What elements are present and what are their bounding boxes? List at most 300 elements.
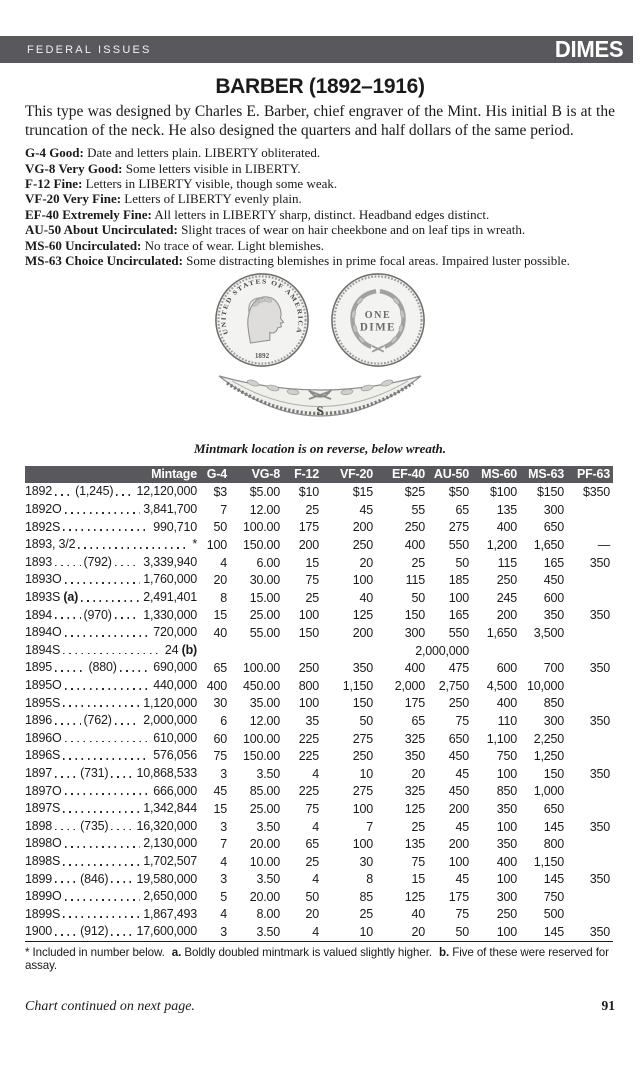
price-cell (567, 888, 613, 906)
price-cell: 4 (312, 872, 319, 887)
price-cell: 350 (352, 661, 373, 676)
date-mintage-cell (25, 712, 200, 730)
date-label: 1897S (25, 801, 61, 816)
dot-leader (65, 582, 141, 584)
price-cell: 20.00 (249, 889, 280, 904)
price-cell: 3.50 (256, 766, 280, 781)
mintmark-caption: Mintmark location is on reverse, below wreath. (193, 441, 447, 457)
price-cell (567, 501, 613, 519)
price-cell: 50 (455, 925, 469, 940)
column-header-ef-40: EF-40 (376, 466, 428, 483)
column-header-f-12: F-12 (283, 466, 322, 483)
price-cell: 30 (213, 696, 227, 711)
date-mintage-cell (25, 659, 200, 677)
mintage-value: 1,120,000 (143, 695, 197, 710)
date-label: 1892 (25, 484, 53, 499)
price-cell: 100 (496, 766, 517, 781)
price-cell: 350 (589, 925, 610, 940)
price-cell: 25.00 (249, 608, 280, 623)
mintage-value: 690,000 (153, 660, 197, 675)
table-row (25, 818, 613, 836)
price-cell: 1,650 (486, 625, 517, 640)
price-cell: 300 (543, 502, 564, 517)
date-mintage-cell (25, 483, 200, 501)
price-cell (567, 695, 613, 713)
table-row (25, 888, 613, 906)
dot-leader (78, 547, 189, 549)
mintage-value: 2,130,000 (143, 836, 197, 851)
price-cell: 850 (496, 784, 517, 799)
price-cell: $100 (489, 485, 517, 500)
date-mintage-cell (25, 642, 200, 660)
price-cell: 30 (359, 854, 373, 869)
price-cell: 700 (543, 661, 564, 676)
price-cell: 125 (404, 801, 425, 816)
price-cell: 400 (404, 661, 425, 676)
price-cell: 45 (359, 502, 373, 517)
mintage-value: 990,710 (153, 519, 197, 534)
grade-description: F-12 Fine: Letters in LIBERTY visible, though some weak. (25, 176, 338, 191)
date-mintage-cell (25, 835, 200, 853)
price-cell: 4 (220, 907, 227, 922)
obverse-date-text: 1892 (254, 352, 270, 361)
price-cell: 50 (213, 520, 227, 535)
price-cell: 2,000 (394, 678, 425, 693)
price-cell: 4,500 (486, 678, 517, 693)
price-cell: 145 (543, 819, 564, 834)
date-label: 1893, 3/2 (25, 537, 76, 552)
mintmark-letter: S (316, 403, 324, 419)
price-cell: 165 (543, 555, 564, 570)
dot-leader (63, 811, 140, 813)
date-label: 1898 (25, 818, 53, 833)
table-row (25, 800, 613, 818)
price-cell: 225 (298, 749, 319, 764)
price-cell: 100.00 (242, 661, 280, 676)
price-cell: 65 (455, 502, 469, 517)
proof-mintage: (970) (83, 607, 112, 622)
table-row (25, 765, 613, 783)
date-label: 1895S (25, 695, 61, 710)
price-cell: 3 (220, 872, 227, 887)
price-cell (567, 853, 613, 871)
date-mintage-cell (25, 871, 200, 889)
obverse-legend-text: UNITED STATES OF AMERICA (220, 278, 304, 336)
date-mintage-cell (25, 800, 200, 818)
dot-leader (63, 705, 140, 707)
table-row (25, 589, 613, 607)
price-cell: 8 (220, 590, 227, 605)
price-cell: 45 (455, 819, 469, 834)
dot-leader (111, 776, 133, 778)
price-cell: 350 (496, 801, 517, 816)
price-cell: 1,150 (342, 678, 373, 693)
price-cell (567, 906, 613, 924)
price-cell: 200 (298, 538, 319, 553)
price-cell: 20.00 (249, 837, 280, 852)
price-cell (567, 783, 613, 801)
price-cell: 275 (448, 520, 469, 535)
column-header-vg-8: VG-8 (230, 466, 283, 483)
price-cell: 350 (589, 661, 610, 676)
price-cell: 145 (543, 872, 564, 887)
price-cell: 600 (543, 590, 564, 605)
price-cell: 4 (220, 854, 227, 869)
price-cell: 500 (543, 907, 564, 922)
price-cell: 6.00 (256, 555, 280, 570)
mintage-value: 440,000 (153, 677, 197, 692)
price-cell: 650 (543, 520, 564, 535)
mintage-value: 1,760,000 (143, 572, 197, 587)
price-cell: 8.00 (256, 907, 280, 922)
price-cell (283, 642, 322, 660)
price-cell: 200 (352, 625, 373, 640)
coin-images-row (214, 272, 426, 368)
price-cell: 7 (366, 819, 373, 834)
price-cell: 135 (496, 502, 517, 517)
price-cell: 40 (359, 590, 373, 605)
price-cell: 250 (496, 907, 517, 922)
reverse-coin-image (330, 272, 426, 368)
price-cell: 450 (448, 749, 469, 764)
price-cell: 150 (352, 696, 373, 711)
price-cell (567, 835, 613, 853)
date-mintage-cell (25, 888, 200, 906)
price-cell: 3.50 (256, 925, 280, 940)
price-cell: 15 (411, 872, 425, 887)
price-cell: 225 (298, 731, 319, 746)
price-cell: 65 (305, 837, 319, 852)
price-cell: 15 (305, 555, 319, 570)
mintage-value: 19,580,000 (136, 871, 198, 886)
price-cell: 15.00 (249, 590, 280, 605)
mintmark-detail-wrap (0, 370, 640, 437)
price-cell: 50 (359, 713, 373, 728)
price-cell: 350 (589, 819, 610, 834)
date-mintage-cell (25, 624, 200, 642)
price-cell: 100 (352, 837, 373, 852)
price-cell: 400 (404, 538, 425, 553)
price-cell: 325 (404, 731, 425, 746)
price-cell: 20 (411, 766, 425, 781)
price-cell: 20 (213, 573, 227, 588)
date-label: 1896 (25, 713, 53, 728)
price-cell: 100 (496, 925, 517, 940)
price-cell: $5.00 (249, 485, 280, 500)
price-cell: 12.00 (249, 502, 280, 517)
mintage-value: 1,702,507 (143, 853, 197, 868)
proof-mintage: (735) (80, 818, 109, 833)
date-mintage-cell (25, 571, 200, 589)
price-cell: 100 (496, 872, 517, 887)
price-cell: 25.00 (249, 801, 280, 816)
price-cell: 1,250 (533, 749, 564, 764)
price-cell: 85.00 (249, 784, 280, 799)
price-cell: 300 (496, 889, 517, 904)
price-cell: 15 (213, 801, 227, 816)
dot-leader (55, 723, 81, 725)
price-cell: $150 (536, 485, 564, 500)
price-cell: 5 (220, 889, 227, 904)
price-cell (520, 642, 567, 660)
mintage-value: 610,000 (153, 730, 197, 745)
price-cell (567, 571, 613, 589)
dot-leader (55, 494, 72, 496)
dot-leader (55, 829, 77, 831)
date-mintage-cell (25, 607, 200, 625)
obverse-coin-image (214, 272, 310, 368)
price-cell: 350 (404, 749, 425, 764)
price-cell: 350 (589, 608, 610, 623)
proof-mintage: (1,245) (75, 484, 114, 499)
grade-description: MS-63 Choice Uncirculated: Some distracting blemishes in prime focal areas. Impaired luster possible. (25, 253, 570, 269)
dot-leader (120, 670, 151, 672)
dot-leader (65, 899, 141, 901)
price-cell: 35 (305, 713, 319, 728)
price-cell: 50 (305, 889, 319, 904)
date-label: 1895O (25, 677, 62, 692)
price-cell: 8 (366, 872, 373, 887)
intro-paragraph: This type was designed by Charles E. Barber, chief engraver of the Mint. His initial B is at the truncation of the neck. He also designed the quarters and half dollars of the same period. (25, 103, 615, 139)
dot-leader (111, 881, 133, 883)
footnote-label: b. (438, 945, 450, 959)
price-cell: 100 (352, 573, 373, 588)
price-cell: 100.00 (242, 520, 280, 535)
column-header-vf-20: VF-20 (322, 466, 376, 483)
price-cell: 145 (543, 925, 564, 940)
price-cell: 15 (213, 608, 227, 623)
dimes-section-label: DIMES (554, 36, 623, 62)
price-cell (567, 800, 613, 818)
price-cell: 350 (589, 766, 610, 781)
price-cell: 800 (543, 837, 564, 852)
date-label: 1893 (25, 554, 53, 569)
reverse-one-text: ONE (364, 310, 392, 322)
price-cell: 50 (455, 555, 469, 570)
date-label: 1898S (25, 853, 61, 868)
table-row (25, 835, 613, 853)
page-number: 91 (601, 997, 615, 1013)
price-cell: 550 (448, 538, 469, 553)
column-header-au-50: AU-50 (428, 466, 472, 483)
price-cell: $50 (448, 485, 469, 500)
table-row (25, 536, 613, 554)
footnote-label: a. (171, 945, 182, 959)
table-row (25, 501, 613, 519)
dot-leader (65, 512, 141, 514)
mintage-value: 1,342,844 (143, 801, 197, 816)
date-label: 1898O (25, 836, 62, 851)
price-cell: 2,750 (438, 678, 469, 693)
price-cell: 115 (405, 573, 425, 588)
date-label: 1897O (25, 783, 62, 798)
column-header-ms-63: MS-63 (520, 466, 567, 483)
proof-mintage: (880) (88, 660, 117, 675)
table-footnote: * Included in number below. a. Boldly doubled mintmark is valued slightly higher. b. Five of these were reserved for assay. (25, 945, 609, 972)
price-cell: 35.00 (249, 696, 280, 711)
table-row (25, 747, 613, 765)
price-cell: 475 (448, 661, 469, 676)
price-cell: 1,650 (533, 538, 564, 553)
date-label: 1892O (25, 502, 62, 517)
price-cell: 75 (213, 749, 227, 764)
price-cell: 450.00 (242, 678, 280, 693)
price-cell: 250 (404, 520, 425, 535)
mintage-value: 666,000 (153, 783, 197, 798)
dot-leader (63, 864, 140, 866)
price-cell: 55 (411, 502, 425, 517)
price-cell: 125 (404, 889, 425, 904)
dot-leader (116, 494, 133, 496)
price-cell (322, 642, 376, 660)
date-label: 1899O (25, 889, 62, 904)
price-cell: 3,500 (533, 625, 564, 640)
price-cell: 55.00 (249, 625, 280, 640)
date-label: 1893O (25, 572, 62, 587)
price-cell: 25 (359, 907, 373, 922)
price-cell: 350 (496, 837, 517, 852)
table-row (25, 624, 613, 642)
price-cell: 30.00 (249, 573, 280, 588)
price-cell: 550 (448, 625, 469, 640)
price-cell: 100 (352, 801, 373, 816)
proof-mintage: (731) (80, 765, 109, 780)
price-cell: 20 (359, 555, 373, 570)
price-cell: 100 (206, 538, 227, 553)
table-row (25, 871, 613, 889)
price-cell: 650 (448, 731, 469, 746)
price-cell: 175 (448, 889, 469, 904)
price-cell: 25 (305, 502, 319, 517)
price-cell: 1,150 (533, 854, 564, 869)
date-mintage-cell (25, 501, 200, 519)
price-cell: 225 (298, 784, 319, 799)
date-label: 1899 (25, 871, 53, 886)
table-row (25, 783, 613, 801)
price-cell: 75 (305, 801, 319, 816)
date-label: 1894O (25, 625, 62, 640)
dot-leader (55, 565, 81, 567)
price-cell: 65 (411, 713, 425, 728)
table-row (25, 571, 613, 589)
dot-leader (111, 934, 133, 936)
date-mintage-cell (25, 519, 200, 537)
mintage-value: 2,000,000 (143, 713, 198, 728)
price-cell (472, 642, 520, 660)
price-cell: 1,200 (486, 538, 517, 553)
table-row (25, 853, 613, 871)
price-cell: 75 (305, 573, 319, 588)
dot-leader (63, 758, 150, 760)
price-cell (567, 519, 613, 537)
date-mintage-cell (25, 765, 200, 783)
grade-description: EF-40 Extremely Fine: All letters in LIBERTY sharp, distinct. Headband edges distinct. (25, 206, 490, 222)
price-cell: 40 (213, 625, 227, 640)
mintmark-detail-image (215, 370, 425, 432)
price-cell: 600 (496, 661, 517, 676)
price-cell (230, 642, 283, 660)
price-cell: 200 (352, 520, 373, 535)
price-cell: 10 (359, 925, 373, 940)
coin-figure (0, 272, 640, 437)
table-row (25, 677, 613, 695)
price-cell: 50 (411, 590, 425, 605)
price-cell (567, 624, 613, 642)
chart-continued-note: Chart continued on next page. (25, 998, 195, 1014)
mintage-value: 2,491,401 (143, 590, 197, 604)
dot-leader (63, 916, 140, 918)
dot-leader (81, 600, 140, 602)
mintage-value: 12,120,000 (136, 484, 198, 499)
price-cell: 245 (496, 590, 517, 605)
price-cell: 325 (404, 784, 425, 799)
proof-mintage: (762) (83, 713, 112, 728)
price-cell: 25 (411, 555, 425, 570)
price-cell: 75 (455, 713, 469, 728)
price-cell: 300 (404, 625, 425, 640)
price-cell: 12.00 (249, 713, 280, 728)
federal-issues-label: FEDERAL ISSUES (27, 43, 152, 56)
date-mintage-cell (25, 747, 200, 765)
price-cell: 7 (220, 502, 227, 517)
column-header-ms-60: MS-60 (472, 466, 520, 483)
date-label: 1900 (25, 924, 53, 939)
price-cell: 100 (448, 590, 469, 605)
price-cell: 20 (411, 925, 425, 940)
price-cell: 45 (455, 872, 469, 887)
price-cell: 150 (543, 766, 564, 781)
column-header-pf-63: PF-63 (567, 466, 613, 483)
price-cell: $10 (298, 485, 319, 500)
dot-leader (65, 793, 151, 795)
price-cell: 3.50 (256, 872, 280, 887)
date-mintage-cell (25, 536, 200, 554)
date-label: 1896O (25, 730, 62, 745)
price-cell: 275 (352, 784, 373, 799)
grade-description: VF-20 Very Fine: Letters of LIBERTY evenly plain. (25, 191, 302, 207)
price-cell: 150 (298, 625, 319, 640)
price-cell: 400 (206, 678, 227, 693)
dot-leader (55, 670, 86, 672)
footnote-marker: (b) (178, 642, 197, 657)
dot-leader (55, 776, 77, 778)
price-cell (567, 677, 613, 695)
price-cell: 275 (352, 731, 373, 746)
dot-leader (63, 653, 162, 655)
table-row (25, 695, 613, 713)
mintage-value: 16,320,000 (136, 818, 198, 833)
price-table (25, 466, 613, 941)
price-cell: 6 (220, 713, 227, 728)
price-cell-merged: 2,000,000 (415, 643, 469, 658)
price-cell: 450 (543, 573, 564, 588)
dot-leader (65, 688, 151, 690)
mintage-value: 1,867,493 (143, 906, 197, 921)
price-cell: 40 (411, 907, 425, 922)
price-cell: 350 (589, 872, 610, 887)
price-cell: 3.50 (256, 819, 280, 834)
price-cell (567, 642, 613, 660)
mintage-value: 720,000 (153, 625, 197, 640)
price-cell: 200 (496, 608, 517, 623)
mintage-value: 2,650,000 (143, 889, 197, 904)
price-cell: 750 (543, 889, 564, 904)
page-footer (25, 998, 615, 1015)
price-cell (200, 642, 230, 660)
price-cell: 150.00 (242, 538, 280, 553)
price-cell: 3 (220, 766, 227, 781)
price-cell: 400 (496, 854, 517, 869)
